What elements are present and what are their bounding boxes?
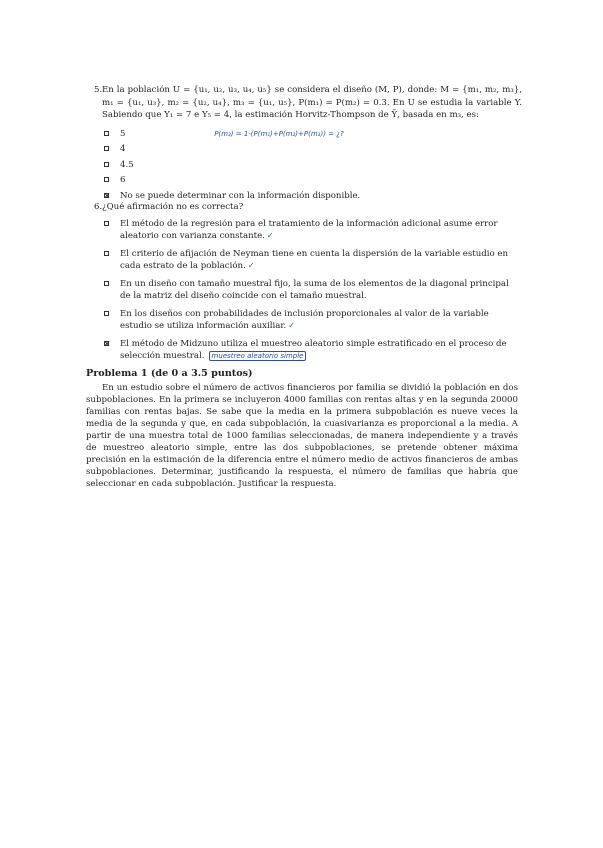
checkbox[interactable] (104, 146, 109, 151)
checkbox[interactable] (104, 221, 109, 226)
check-mark-icon: ✓ (266, 231, 274, 240)
check-mark-icon: ✓ (247, 261, 255, 270)
options-list (102, 218, 522, 363)
checkbox[interactable] (104, 251, 109, 256)
checkbox[interactable] (104, 177, 109, 182)
options-list (102, 128, 522, 203)
problem-1 (86, 368, 518, 490)
option-label: En los diseños con probabilidades de inclusión proporcionales al valor de la variable estudio se utiliza información auxiliar. (120, 308, 489, 331)
option-label: El criterio de afijación de Neyman tiene en cuenta la dispersión de la variable estudio en cada estrato de la población. (120, 248, 509, 271)
problem-title: Problema 1 (de 0 a 3.5 puntos) (86, 368, 253, 379)
handwritten-note: muestreo aleatorio simple (209, 351, 307, 361)
checkbox-checked[interactable] (104, 193, 109, 198)
option-b[interactable] (102, 143, 522, 156)
checkbox[interactable] (104, 311, 109, 316)
option-a[interactable] (102, 128, 522, 141)
option-d[interactable] (102, 174, 522, 187)
checkbox[interactable] (104, 162, 109, 167)
problem-text: En un estudio sobre el número de activos financieros por familia se dividió la población en dos subpoblaciones. En la primera se incluyeron 4000 familias con rentas altas y en la segunda 20000 familias con rentas bajas. Se sabe que la media en la primera subpoblación es nueve veces la media de la segunda y que, en cada subpoblación, la cuasivarianza es proporcional a la media. A partir de una muestra total de 1000 familias seleccionadas, de manera independiente y a través de muestreo aleatorio simple, entre las dos subpoblaciones, se pretende obtener máxima precisión en la estimación de la diferencia entre el número medio de activos financieros de ambas subpoblaciones. Determinar, justificando la respuesta, el número de familias que habría que seleccionar en cada subpoblación. Justificar la respuesta. (86, 383, 518, 489)
option-e[interactable] (102, 338, 522, 363)
question-5 (94, 84, 522, 202)
option-label: 4.5 (120, 159, 134, 170)
question-number: 5. (94, 85, 103, 95)
question-number: 6. (94, 202, 103, 212)
option-label: 4 (120, 144, 126, 154)
option-c[interactable] (102, 159, 522, 172)
option-a[interactable] (102, 218, 522, 243)
question-text: En la población U = {u₁, u₂, u₃, u₄, u₅} se considera el diseño (M, P), donde: M = {m₁, m₂, m₃}, m₁ = {u₁, u₃}, m₂ = {u₂, u₄}, m₃ = {u₁, u₅}, P(m₁) = P(m₂) = 0.3. En U se estudia la variable Y. Sabiendo que Y₁ = 7 e Y₅ = 4, la estimación Horvitz-Thompson de Ȳ, basada en m₃, es: (102, 85, 522, 120)
option-label: 6 (120, 175, 126, 185)
option-b[interactable] (102, 248, 522, 273)
check-mark-icon: ✓ (288, 321, 295, 330)
option-d[interactable] (102, 308, 522, 333)
question-6 (94, 201, 522, 363)
checkbox[interactable] (104, 131, 109, 136)
option-label: El método de la regresión para el tratamiento de la información adicional asume error aleatorio con varianza constante. (120, 218, 498, 241)
option-label: El método de Midzuno utiliza el muestreo aleatorio simple estratificado en el proceso de selección muestral. (120, 338, 507, 361)
checkbox[interactable] (104, 281, 109, 286)
question-text: ¿Qué afirmación no es correcta? (102, 202, 244, 212)
option-label: En un diseño con tamaño muestral fijo, la suma de los elementos de la diagonal principal de la matriz del diseño coincide con el tamaño muestral. (120, 278, 509, 301)
handwritten-note: P(m₃) = 1-(P(m₁)+P(m₂)+P(m₃)) = ¿? (214, 129, 344, 138)
option-label: No se puede determinar con la información disponible. (120, 190, 361, 201)
option-label: 5 (120, 128, 126, 139)
checkbox-checked[interactable] (104, 341, 109, 346)
option-c[interactable] (102, 278, 522, 303)
